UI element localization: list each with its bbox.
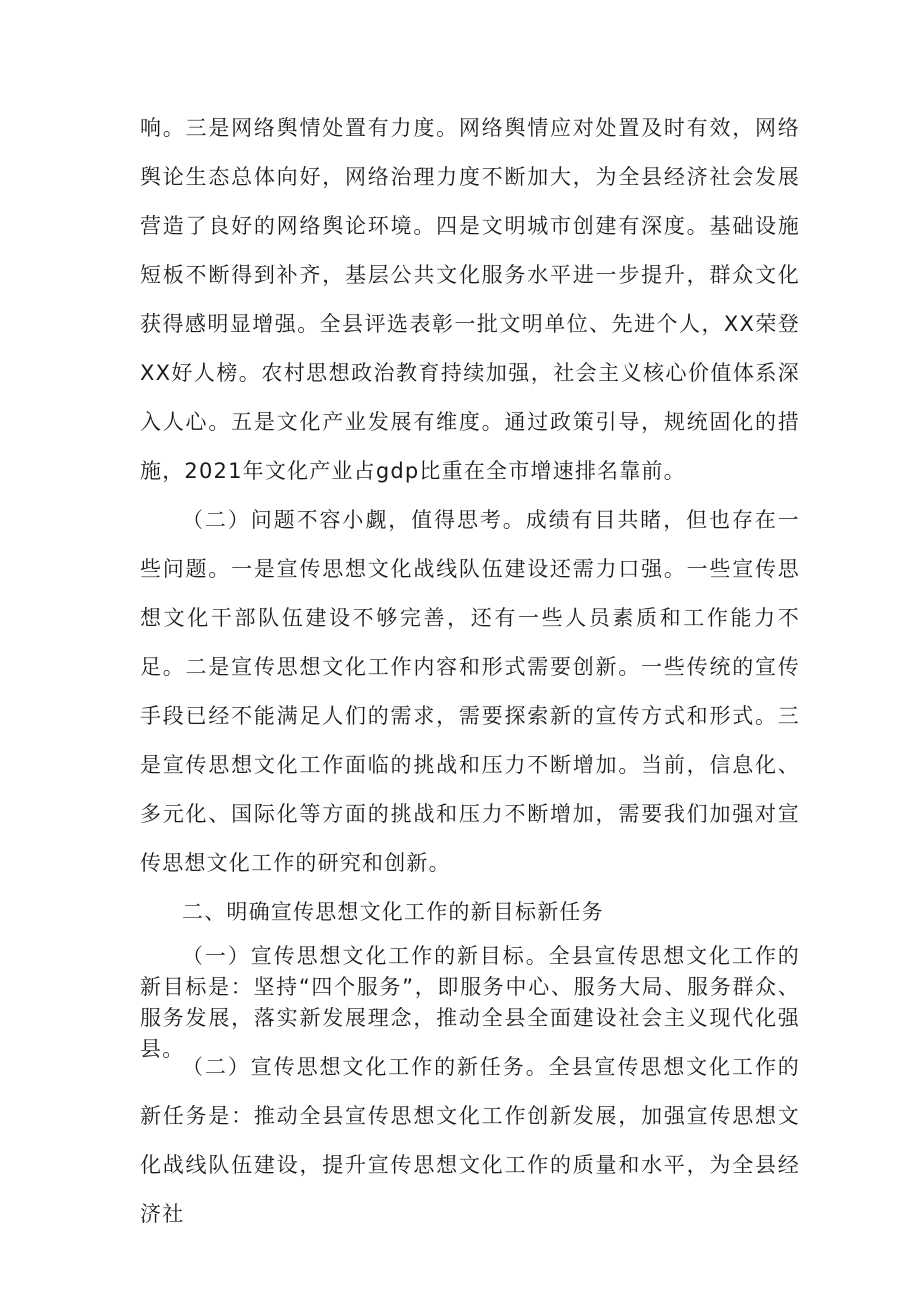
- body-paragraph-new-goals: （一）宣传思想文化工作的新目标。全县宣传思想文化工作的新目标是：坚持“四个服务”，即服务中心、服务大局、服务群众、服务发展，落实新发展理念，推动全县全面建设社会主义现代化强县。: [140, 944, 800, 1061]
- body-paragraph-problems: （二）问题不容小觑，值得思考。成绩有目共睹，但也存在一些问题。一是宣传思想文化战线队伍建设还需力口强。一些宣传思想文化干部队伍建设不够完善，还有一些人员素质和工作能力不足。二是宣传思想文化工作内容和形式需要创新。一些传统的宣传手段已经不能满足人们的需求，需要探索新的宣传方式和形式。三是宣传思想文化工作面临的挑战和压力不断增加。当前，信息化、多元化、国际化等方面的挑战和压力不断增加，需要我们加强对宣传思想文化工作的研究和创新。: [140, 508, 800, 875]
- section-heading: 二、明确宣传思想文化工作的新目标新任务: [182, 900, 604, 924]
- body-paragraph-new-tasks: （二）宣传思想文化工作的新任务。全县宣传思想文化工作的新任务是：推动全县宣传思想文化工作创新发展，加强宣传思想文化战线队伍建设，提升宣传思想文化工作的质量和水平，为全县经济社: [140, 1055, 800, 1226]
- body-paragraph-continuation: 响。三是网络舆情处置有力度。网络舆情应对处置及时有效，网络舆论生态总体向好，网络治理力度不断加大，为全县经济社会发展营造了良好的网络舆论环境。四是文明城市创建有深度。基础设施短板不断得到补齐，基层公共文化服务水平进一步提升，群众文化获得感明显增强。全县评选表彰一批文明单位、先进个人，XX荣登XX好人榜。农村思想政治教育持续加强，社会主义核心价值体系深入人心。五是文化产业发展有维度。通过政策引导，规统固化的措施，2021年文化产业占gdp比重在全市增速排名靠前。: [140, 116, 800, 483]
